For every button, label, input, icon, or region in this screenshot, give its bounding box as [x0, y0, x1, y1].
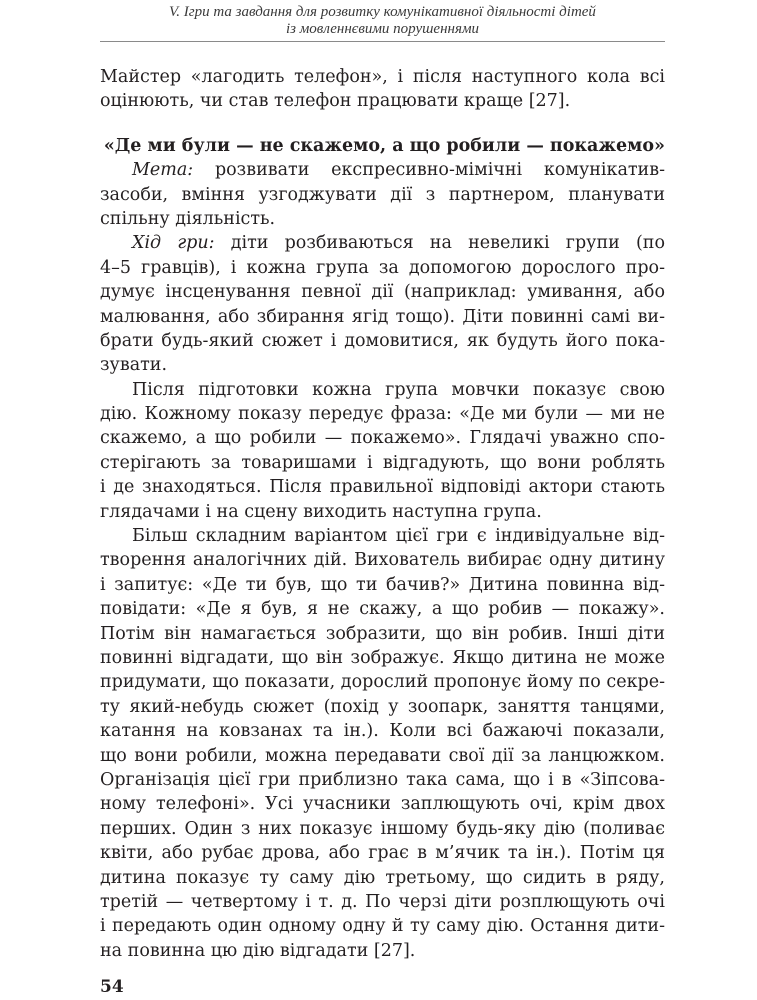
page-number: 54	[100, 977, 124, 997]
goal-label: Мета:	[132, 160, 194, 181]
header-divider	[100, 41, 665, 42]
paragraph-line: Організація цієї гри приблизно така сама, що і в «Зіпсова-	[100, 769, 665, 790]
course-label: Хід гри:	[132, 233, 215, 254]
intro-line: оцінюють, чи став телефон працювати краще [27].	[100, 91, 571, 112]
course-line: малювання, або збирання ягід тощо). Діти повинні самі ви-	[100, 306, 665, 327]
course-line: брати будь-який сюжет і домовитися, як будуть його пока-	[100, 330, 665, 351]
paragraph-line: дію. Кожному показу передує фраза: «Де ми були — ми не	[100, 404, 665, 425]
paragraph-line: перших. Один з них показує іншому будь-яку дію (поливає	[100, 818, 665, 839]
paragraph-line: ту який-небудь сюжет (похід у зоопарк, заняття танцями,	[100, 696, 665, 717]
goal-line: засоби, вміння узгоджувати дії з партнером, планувати	[100, 184, 665, 205]
paragraph-line: Після підготовки кожна група мовчки показує свою	[132, 379, 665, 400]
paragraph-line: на повинна цю дію відгадати [27].	[100, 940, 416, 961]
paragraph-line: що вони робили, можна передавати свої дії за ланцюжком.	[100, 745, 665, 766]
paragraph-line: скажемо, а що робили — покажемо». Глядачі уважно спо-	[100, 428, 665, 449]
course-line: думує інсценування певної дії (наприклад: умивання, або	[100, 282, 665, 303]
paragraph-line: і де знаходяться. Після правильної відповіді актори стають	[100, 477, 665, 498]
intro-line: Майстер «лагодить телефон», і після наступного кола всі	[100, 67, 665, 87]
course-line: зувати.	[100, 355, 168, 376]
paragraph-line: творення аналогічних дій. Вихователь вибирає одну дитину	[100, 550, 665, 571]
paragraph-line: ному телефоні». Усі учасники заплющують очі, крім двох	[100, 794, 665, 815]
running-header-line-1: V. Ігри та завдання для розвитку комунікативної діяльності дітей	[169, 4, 596, 20]
paragraph-line: і запитує: «Де ти був, що ти бачив?» Дитина повинна від-	[100, 574, 665, 595]
goal-text: розвивати експресивно-мімічні комунікатив-	[193, 160, 665, 181]
paragraph-line: стерігають за товаришами і відгадують, що вони роблять	[100, 452, 665, 473]
page-body	[100, 65, 665, 963]
running-header-line-2: із мовленнєвими порушеннями	[285, 21, 480, 37]
paragraph-line: дитина показує ту саму дію третьому, що сидить в ряду,	[100, 867, 665, 888]
paragraph-line: повідати: «Де я був, я не скажу, а що робив — покажу».	[100, 599, 665, 620]
paragraph-line: і передають один одному одну й ту саму дію. Остання дити-	[100, 916, 665, 937]
paragraph-line: третій — четвертому і т. д. По черзі діти розплющують очі	[100, 891, 665, 912]
paragraph-line: Потім він намагається зобразити, що він робив. Інші діти	[100, 623, 665, 644]
paragraph-line: придумати, що показати, дорослий пропонує йому по секре-	[100, 672, 665, 693]
goal-line: спільну діяльність.	[100, 208, 276, 229]
course-line: 4–5 гравців), і кожна група за допомогою дорослого про-	[100, 257, 665, 278]
paragraph-line: катання на ковзанах та ін.). Коли всі бажаючі показали,	[100, 721, 665, 742]
course-text: діти розбиваються на невеликі групи (по	[214, 233, 665, 254]
game-title: «Де ми були — не скажемо, а що робили — покажемо»	[103, 135, 665, 156]
paragraph-line: повинні відгадати, що він зображує. Якщо дитина не може	[100, 647, 665, 668]
paragraph-line: Більш складним варіантом цієї гри є індивідуальне від-	[132, 526, 665, 547]
course-line	[100, 231, 665, 255]
paragraph-line: глядачами і на сцену виходить наступна група.	[100, 501, 542, 522]
running-header	[100, 4, 665, 38]
paragraph-line: квіти, або рубає дрова, або грає в м’ячик та ін.). Потім ця	[100, 843, 665, 864]
goal-line	[100, 158, 665, 182]
